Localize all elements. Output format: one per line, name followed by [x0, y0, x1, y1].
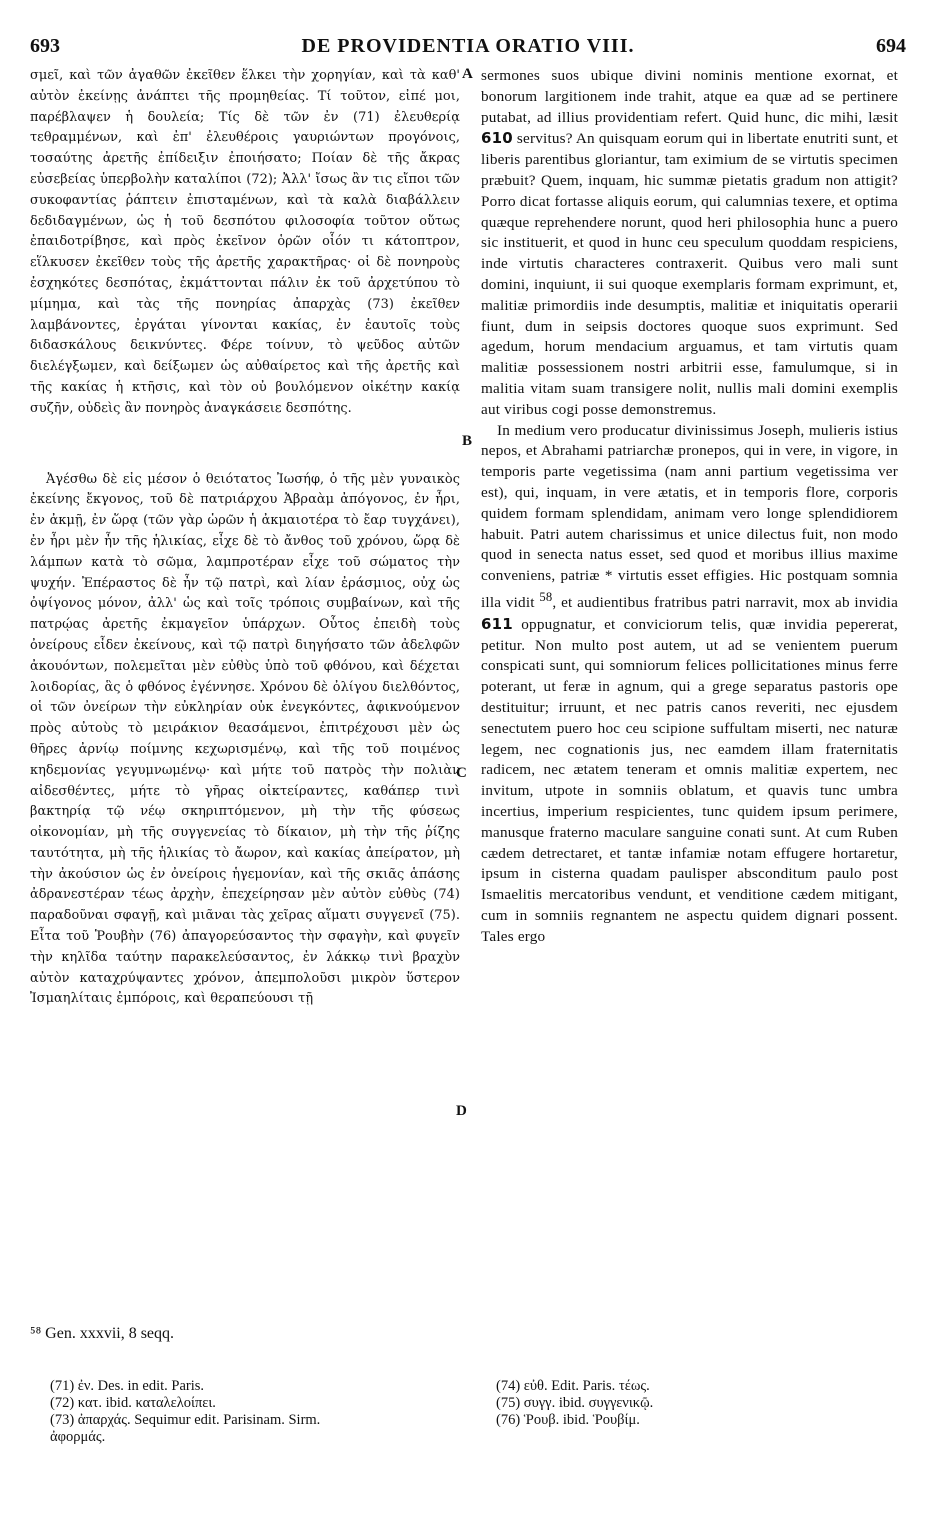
latin-paragraph-1	[481, 66, 898, 421]
latin-paragraph-2	[481, 421, 898, 948]
latin-paragraph-1-part-b: servitus? An quisquam eorum qui in libertate enutriti sunt, et liberis parentibus gloriantur, tam eximium de se virtutis specimen præbuit? Quem, inquam, hic summæ pietatis gradum non attigit? Porro dicat fortasse aliquis eorum, qui calumnias texere, et optima quæque reprehendere norunt, quod heri philosophia hunc a puero sic instituerit, et quod in hunc ceu speculum quoddam respiciens, inde virtutis characteres contraxerit. Quibus vero mali sunt domini, inquiunt, ii sui quoque exemplaris formam exprimunt, et, malitiæ primordiis inde desumptis, malitiæ et iniquitatis operarii fiunt, dum in seipsis doctores quoque suos exprimunt. Sed agedum, horum mendacium arguamus, et tam virtutis quam malitiæ possessionem nostri arbitrii esse, famulumque, si in malitia vitam suam transigere nolit, nullis mali domini exemplis aut viribus cogi posse demonstremus.	[481, 130, 898, 418]
textual-note: (76) Ῥουβ. ibid. Ῥουβίμ.	[496, 1412, 640, 1428]
section-marker-d: D	[456, 1103, 467, 1119]
greek-paragraph-2: Ἀγέσθω δὲ εἰς μέσον ὁ θειότατος Ἰωσήφ, ὁ τῆς μὲν γυναικὸς ἐκείνης ἔκγονος, τοῦ δὲ πατριάρχου Ἀβραὰμ ἀπόγονος, ἐν ἦρι, ἐν ἀκμῇ, ἐν ὥρᾳ (τῶν γὰρ ὡρῶν ἡ ἀκμαιοτέρα τὸ ἔαρ τυγχάνει), ἐν ἦρι μὲν ἦν τῆς ἡλικίας, εἶχε δὲ τὸ ἄνθος τοῦ χρόνου, ὥρᾳ δὲ λάμπων κατὰ τὸ σῶμα, λαμπροτέραν εἶχε τοῦ σώματος τὴν ψυχήν. Ἐπέραστος δὲ ἦν τῷ πατρὶ, καὶ λίαν ἐράσμιος, οὐχ ὡς ὀψίγονος μόνον, ἀλλ' ὡς καὶ τοῖς τρόποις συμβαίνων, καὶ τῆς πατρῴας ἀρετῆς ἐκμαγεῖον ὑπάρχων. Οὗτος ἐπειδὴ τοὺς ὀνείρους εἶδεν ἐκείνους, καὶ τῷ πατρὶ διηγήσατο τῶν ἀδελφῶν ἀκουόντων, πολεμεῖται μὲν εὐθὺς ὑπὸ τοῦ φθόνου, καὶ δέχεται λοιδορίας, ἃς ὁ φθόνος ἐγέννησε. Χρόνου δὲ ὀλίγου διελθόντος, οἱ τῶν ὀνείρων τὴν εὐκληρίαν οὐκ ἐνεγκόντες, ἀφικνούμενον πρὸς αὐτοὺς τὸ μειράκιον θεασάμενοι, ἐπιτρέχουσι μὲν ὡς θῆρες ἀρνίῳ ποίμνης κεχωρισμένῳ, καὶ τῆς τοῦ ποιμένος κηδεμονίας γεγυμνωμένῳ· καὶ μήτε τοῦ πατρὸς τὴν πολιὰν αἰδεσθέντες, μήτε τὸ γῆρας οἰκτείραντες, καθάπερ τινὶ βακτηρίᾳ τῷ νέῳ σκηριπτόμενον, μὴ τὴν τῆς φύσεως οἰκονομίαν, μὴ τῆς συγγενείας τὸ δίκαιον, μὴ τὴν τῆς ῥίζης ταυτότητα, μὴ τῆς ἡλικίας τὸ ἄωρον, καὶ κακίας ἀπείρατον, μὴ τὴν ἀκούσιον ὡς ἐν ὀνείροις ἡγεμονίαν, καὶ τῆς σκιᾶς ἁπάσης ἀδρανεστέραν τέως ἀρχὴν, ἐπεχείρησαν μὲν αὐτὸν εὐθὺς (74) παραδοῦναι σφαγῇ, καὶ μιᾶναι τὰς χεῖρας αἵματι συγγενεῖ (75). Εἶτα τοῦ Ῥουβὴν (76) ἀπαγορεύσαντος τὴν σφαγὴν, καὶ φυγεῖν τὴν κηλῖδα ταύτην παρακελεύσαντος, ἐν λάκκῳ τινὶ βραχὺν αὐτὸν καταχρύψαντες χρόνον, ἀπεμπολοῦσι μικρὸν ὕστερον Ἰσμαηλίταις ἐμπόροις, καὶ θεραπεύουσι τῇ	[30, 471, 460, 1007]
textual-note: ἀφορμάς.	[50, 1429, 106, 1445]
section-marker-a: A	[462, 66, 473, 82]
textual-note: (75) συγγ. ibid. συγγενικῷ.	[496, 1395, 654, 1411]
textual-notes-right	[496, 1378, 896, 1429]
latin-paragraph-2-part-c: oppugnatur, et conviciorum telis, quæ invidia pepererat, petitur. Non multo post autem, ut ad se venientem puerum conspicati sunt, qui somniorum felices pollicitationes minus ferre poterant, ut feræ in agnum, qui a grege separatus pastoris ope destituitur; irruunt, et nec patris canos reveriti, nec ejusdem senectutem puero hoc ceu scipione suffultam miserti, nec naturæ legem, nec cognationis jus, nec eamdem illam fraternitatis radicem, nec ætatem teneram et omnis malitiæ expertem, nec invitum, utpote in somniis oblatum, et quavis tunc umbra incertius, imperium respicientes, tunc quidem ipsum perimere, manusque fraterno maculare sanguine conati sunt. At cum Ruben cædem detrectaret, et tantæ infamiæ notam effugere hortaretur, ipsum in cisterna quadam paulisper absconditum paulo post Ismaelitis mercatoribus vendunt, et venditione cædem mitigant, cum in somniis regnantem ne aspectu quidem dignari possent. Tales ergo	[481, 615, 899, 945]
textual-note: (72) κατ. ibid. καταλελοίπει.	[50, 1395, 216, 1411]
running-title: DE PROVIDENTIA ORATIO VIII.	[301, 35, 635, 57]
footnote-marker-58: 58	[539, 589, 553, 604]
running-header	[30, 35, 906, 61]
scripture-footnote: ⁵⁸ Gen. xxxvii, 8 seqq.	[30, 1325, 175, 1342]
left-page-number: 693	[30, 35, 60, 57]
textual-note: (73) ἀπαρχάς. Sequimur edit. Parisinam. Sirm.	[50, 1412, 321, 1428]
greek-column	[30, 66, 460, 1010]
column-number-611: 611	[481, 614, 513, 633]
latin-paragraph-2-part-a: In medium vero producatur divinissimus Joseph, mulieris istius nepos, et Abrahami patriarchæ pronepos, qui in vere, in vigore, in temporis parte vegetissima (nam anni partium vegetissima ver est), qui, inquam, in vere ætatis, et in temporis flore, corporis quidem formam splendidam, animam vero longe splendidiorem habuit. Patri autem charissimus et unice dilectus fuit, non modo quod in senecta natus esset, sed quod et moribus illius maxime conveniens, patriæ * virtutis esset effigies. Hic postquam somnia illa vidit	[481, 421, 898, 611]
right-page-number: 694	[876, 35, 906, 57]
textual-note: (74) εὐθ. Edit. Paris. τέως.	[496, 1378, 650, 1394]
textual-notes-left	[50, 1378, 450, 1446]
latin-paragraph-1-part-a: sermones suos ubique divini nominis mentione exornat, et bonorum largitionem inde trahit, atque ea quæ ad se pertinere putabat, ad illius providentiam refert. Quid hunc, dic mihi, læsit	[481, 67, 898, 126]
section-marker-c: C	[456, 765, 467, 781]
latin-paragraph-2-part-b: , et audientibus fratribus patri narravit, mox ab invidia	[552, 593, 899, 611]
greek-paragraph-1: σμεῖ, καὶ τῶν ἀγαθῶν ἐκεῖθεν ἕλκει τὴν χορηγίαν, καὶ τὰ καθ' αὐτὸν ἐκείνῃς ἀνάπτει τῆς προμηθείας. Τί τοῦτον, εἰπέ μοι, παρέβλαψεν ἡ δουλεία; Τίς δὲ τῶν ἐν (71) ἐλευθερίᾳ τεθραμμένων, καὶ ἐπ' ἐλευθέροις γαυριώντων προγόνοις, τοσαύτης ἀρετῆς ἐπίδειξιν ἐποιήσατο; Ποίαν δὲ τῆς ἄκρας εὐσεβείας ὑπερβολὴν καταλίποι (72); Ἀλλ' ἴσως ἂν τις εἴποι τῶν συκοφαντίας ῥάπτειν ἐπισταμένων, καὶ τὰ καλὰ διαβάλλειν δεδιδαγμένων, ὡς ἡ τοῦ δεσπότου φιλοσοφία τοῦτον οὕτως ἐπαιδοτρίβησε, καὶ πρὸς ἐκεῖνον ὁρῶν οἷόν τι κάτοπτρον, εἵλκυσεν ἐκεῖθεν τοὺς τῆς ἀρετῆς χαρακτῆρας· οἱ δὲ πονηροὺς ἐσχηκότες δεσπότας, ἐκμάττονται πάλιν ἐκ τοῦ ἀρχετύπου τὸ μίμημα, καὶ τὰς τῆς πονηρίας ἀπαρχὰς (73) ἐκεῖθεν λαμβάνοντες, ἐργάται γίνονται κακίας, ἐν ἑαυτοῖς τοὺς διδασκάλους δεικνύντες. Φέρε τοίνυν, τὸ ψεῦδος αὐτῶν διελέγξωμεν, καὶ δείξωμεν ὡς αὐθαίρετος καὶ τῆς ἀρετῆς καὶ τῆς κακίας ἡ κτῆσις, καὶ τὸν οὐ βουλόμενον οἰκέτην κακίᾳ συζῆν, οὐδεὶς ἂν πονηρὸς ἀναγκάσειε δεσπότης.	[30, 68, 460, 416]
latin-column	[481, 66, 898, 948]
column-number-610: 610	[481, 129, 513, 148]
section-marker-b: B	[462, 433, 473, 449]
textual-note: (71) ἐν. Des. in edit. Paris.	[50, 1378, 204, 1394]
